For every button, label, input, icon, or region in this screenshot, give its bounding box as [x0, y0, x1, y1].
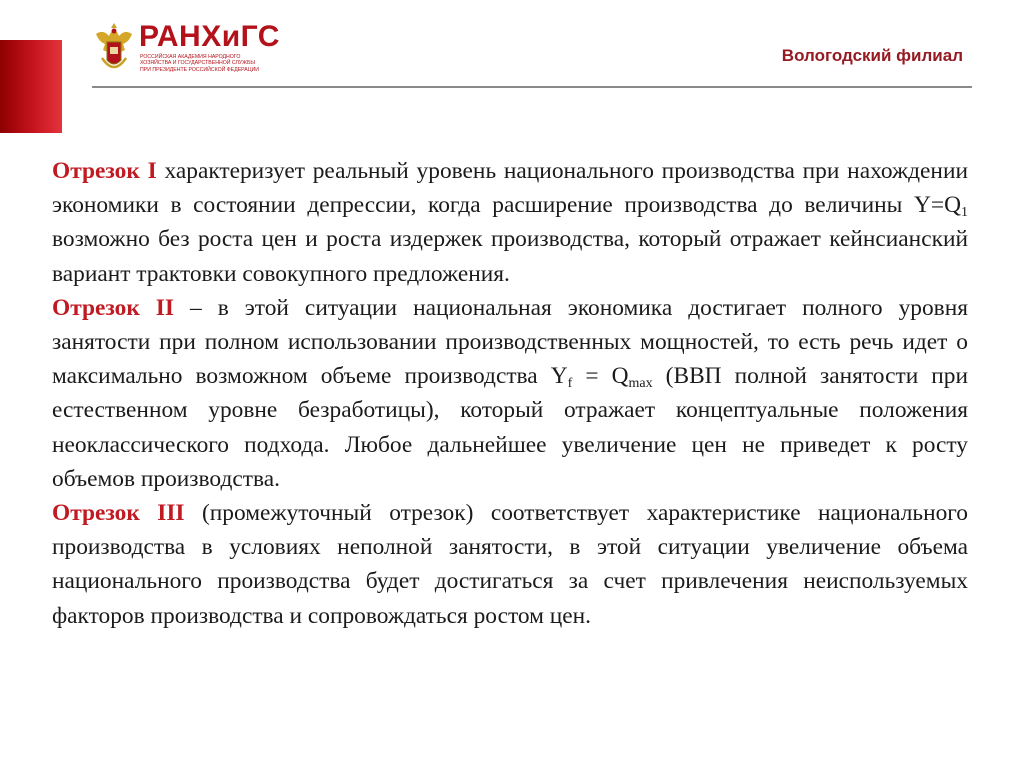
header-divider — [92, 86, 972, 88]
slide-text — [52, 154, 968, 633]
segment-2-text-eq: = Q — [572, 363, 629, 390]
segment-2-subscript-f: f — [567, 376, 573, 392]
paragraph-segment-2 — [52, 291, 968, 496]
eagle-emblem-icon — [93, 20, 135, 76]
segment-3-term: Отрезок III — [52, 500, 185, 527]
segment-2-term: Отрезок II — [52, 294, 175, 321]
branch-label: Вологодский филиал — [781, 46, 963, 65]
segment-3-text: (промежуточный отрезок) соответствует характеристике национального производства в условиях неполной занятости, в этой ситуации увеличение объема национального производства будет достигаться за счет привлечения неиспользуемых факторов производства и сопровождаться ростом цен. — [52, 500, 968, 629]
logo-name: РАНХиГС — [139, 20, 280, 53]
paragraph-segment-3 — [52, 496, 968, 633]
segment-2-text-cont: (ВВП полной занятости при естественном уровне безработицы), который отражает концептуальные положения неоклассического подхода. Любое дальнейшее увеличение цен не приведет к росту объемов производства. — [52, 363, 968, 492]
logo-subtitle: РОССИЙСКАЯ АКАДЕМИЯ НАРОДНОГО ХОЗЯЙСТВА И ГОСУДАРСТВЕННОЙ СЛУЖБЫ ПРИ ПРЕЗИДЕНТЕ РОССИЙСКОЙ ФЕДЕРАЦИИ — [140, 54, 260, 73]
decorative-red-bar — [0, 40, 62, 133]
segment-1-term: Отрезок I — [52, 158, 157, 184]
segment-1-subscript: 1 — [961, 205, 968, 221]
ranepa-logo — [93, 18, 303, 80]
paragraph-segment-1 — [52, 154, 968, 291]
segment-2-text: – в этой ситуации национальная экономика достигает полного уровня занятости при полном использовании производственных мощностей, то есть речь идет о максимально возможном объеме производства Y — [52, 294, 968, 390]
segment-1-text-cont: возможно без роста цен и роста издержек производства, который отражает кейнсианский вариант трактовки совокупного предложения. — [52, 226, 968, 287]
segment-2-subscript-max: max — [628, 376, 653, 392]
segment-1-text: характеризует реальный уровень национального производства при нахождении экономики в состоянии депрессии, когда расширение производства до величины Y=Q — [52, 158, 968, 219]
